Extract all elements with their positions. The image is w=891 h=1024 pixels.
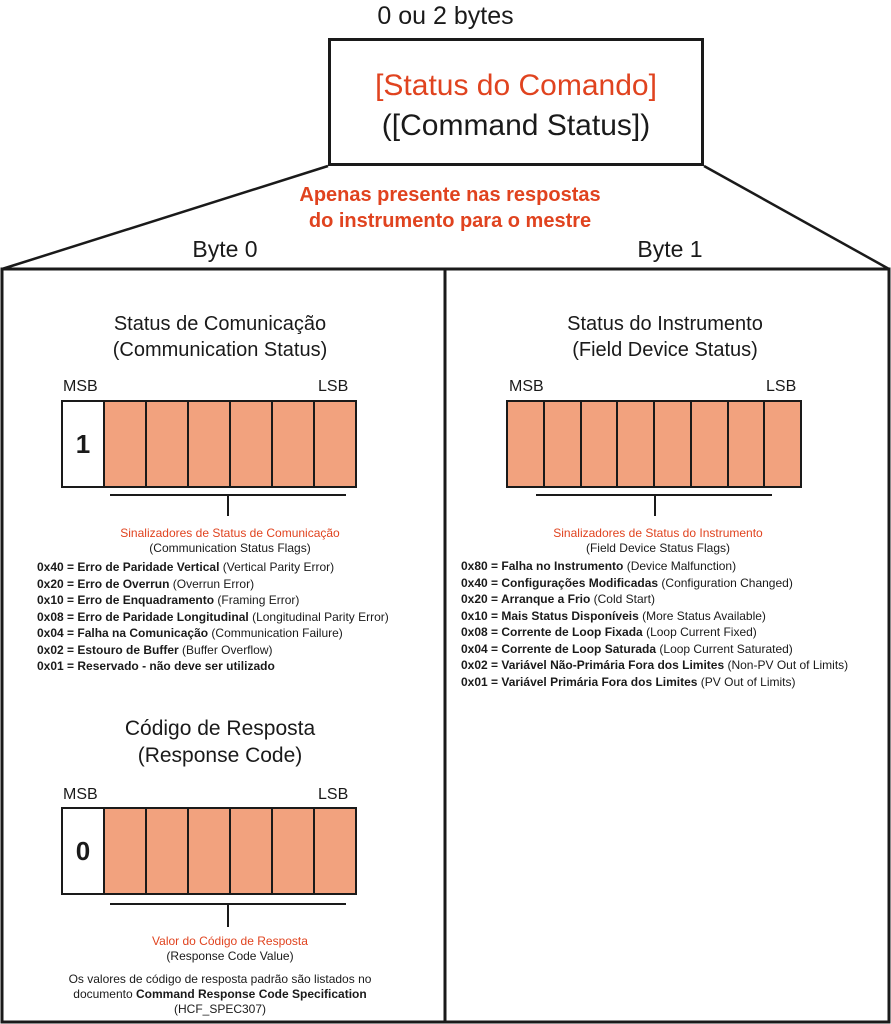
flag-item (37, 625, 437, 642)
dev-bit-4 (618, 402, 655, 486)
dev-bit-3 (655, 402, 692, 486)
flag-name-en: (Non-PV Out of Limits) (724, 658, 849, 672)
flag-name-pt: Erro de Overrun (77, 576, 170, 591)
flag-item (461, 558, 886, 575)
flag-item (461, 641, 886, 658)
flag-code: 0x08 = (37, 609, 78, 624)
flag-name-pt: Erro de Paridade Vertical (77, 560, 220, 574)
command-status-title-pt: [Status do Comando] (375, 69, 657, 102)
flag-name-pt: Estouro de Buffer (77, 642, 179, 657)
flag-code: 0x02 = (461, 658, 502, 672)
resp-bit-5 (147, 809, 189, 893)
flag-name-pt: Configurações Modificadas (501, 575, 659, 590)
device-msb-label: MSB (509, 378, 544, 395)
dev-bit-6 (545, 402, 582, 486)
device-flags-title-en: (Field Device Status Flags) (585, 541, 731, 555)
flag-code: 0x10 = (461, 608, 502, 623)
presence-note-line1: Apenas presente nas respostas (299, 184, 601, 206)
device-status-title-pt: Status do Instrumento (567, 313, 763, 335)
flag-code: 0x01 = (461, 674, 502, 689)
comm-status-bits (61, 400, 357, 488)
dev-bit-1 (729, 402, 766, 486)
resp-bit-6 (105, 809, 147, 893)
comm-bit-7: 1 (63, 402, 105, 486)
flag-name-pt: Erro de Enquadramento (77, 593, 215, 607)
presence-note (250, 182, 650, 234)
flag-item (461, 674, 886, 691)
device-flags-title-pt: Sinalizadores de Status do Instrumento (553, 526, 763, 540)
flag-code: 0x02 = (37, 642, 78, 657)
flag-name-en: (Buffer Overflow) (178, 642, 273, 657)
comm-bit-1 (315, 402, 355, 486)
flag-code: 0x20 = (37, 576, 78, 591)
comm-bit-3 (231, 402, 273, 486)
comm-flags-title (60, 526, 400, 556)
resp-bit-7: 0 (63, 809, 105, 893)
flag-code: 0x01 = (37, 659, 78, 673)
resp-bit-3 (231, 809, 273, 893)
resp-msb-label: MSB (63, 786, 98, 803)
flag-code: 0x04 = (461, 641, 502, 656)
flag-name-pt: Mais Status Disponíveis (501, 608, 639, 623)
flag-item (37, 642, 437, 659)
flag-code: 0x40 = (37, 560, 78, 574)
flag-item (37, 576, 437, 593)
flag-name-pt: Erro de Paridade Longitudinal (77, 609, 249, 624)
resp-desc-line2 (15, 987, 425, 1002)
resp-description (15, 972, 425, 1017)
response-code-title (20, 715, 420, 769)
comm-bit-6 (105, 402, 147, 486)
flag-item (37, 658, 437, 675)
byte0-label: Byte 0 (192, 236, 258, 262)
comm-bracket-stem (227, 494, 229, 516)
resp-desc-line3: (HCF_SPEC307) (173, 1002, 267, 1016)
comm-bit-2 (273, 402, 315, 486)
flag-name-pt: Variável Não-Primária Fora dos Limites (501, 658, 725, 672)
device-status-title-en: (Field Device Status) (572, 339, 758, 361)
device-status-title (465, 311, 865, 363)
dev-bit-2 (692, 402, 729, 486)
comm-bit-5 (147, 402, 189, 486)
flag-code: 0x40 = (461, 575, 502, 590)
comm-status-title (20, 311, 420, 363)
flag-name-en: (Loop Current Fixed) (642, 625, 757, 639)
flag-item (461, 657, 886, 674)
device-flag-list (461, 558, 886, 690)
resp-bit-4 (189, 809, 231, 893)
comm-flag-list (37, 559, 437, 675)
device-status-bits (506, 400, 802, 488)
flag-name-en: (Device Malfunction) (623, 559, 737, 573)
flag-item (37, 609, 437, 626)
flag-name-pt: Variável Primária Fora dos Limites (501, 674, 698, 689)
flag-name-en: (More Status Available) (638, 608, 766, 623)
flag-name-en: (Cold Start) (590, 592, 655, 606)
comm-flags-title-pt: Sinalizadores de Status de Comunicação (120, 526, 340, 540)
device-lsb-label: LSB (766, 378, 797, 395)
resp-desc-line2-pre: documento (73, 987, 136, 1001)
flag-item (461, 608, 886, 625)
resp-value-title (60, 934, 400, 964)
flag-name-pt: Corrente de Loop Saturada (501, 641, 657, 656)
comm-flags-title-en: (Communication Status Flags) (149, 541, 311, 555)
flag-name-pt: Falha no Instrumento (501, 559, 624, 573)
dev-bit-0 (765, 402, 800, 486)
flag-name-en: (Longitudinal Parity Error) (248, 609, 389, 624)
comm-lsb-label: LSB (318, 378, 349, 395)
resp-desc-doc-name: Command Response Code Specification (136, 987, 367, 1001)
flag-item (37, 592, 437, 609)
flag-name-pt: Corrente de Loop Fixada (501, 625, 643, 639)
resp-bit-1 (315, 809, 355, 893)
flag-code: 0x10 = (37, 593, 78, 607)
command-status-title-en: ([Command Status]) (381, 109, 651, 142)
flag-name-en: (Communication Failure) (208, 626, 343, 640)
dev-bit-5 (582, 402, 619, 486)
flag-name-en: (Framing Error) (214, 593, 300, 607)
flag-name-en: (Configuration Changed) (658, 575, 793, 590)
field-size-label: 0 ou 2 bytes (377, 2, 514, 30)
flag-item (37, 559, 437, 576)
response-code-title-en: (Response Code) (137, 744, 303, 767)
flag-name-en: (Vertical Parity Error) (219, 560, 335, 574)
resp-desc-line1: Os valores de código de resposta padrão são listados no (68, 972, 372, 986)
flag-name-en: (Loop Current Saturated) (656, 641, 793, 656)
byte1-label: Byte 1 (637, 236, 703, 262)
resp-value-title-en: (Response Code Value) (166, 949, 294, 963)
resp-bracket-stem (227, 903, 229, 927)
flag-code: 0x04 = (37, 626, 78, 640)
response-code-title-pt: Código de Resposta (124, 717, 316, 740)
flag-code: 0x08 = (461, 625, 502, 639)
flag-name-pt: Reservado - não deve ser utilizado (77, 659, 275, 673)
flag-code: 0x80 = (461, 559, 502, 573)
flag-item (461, 591, 886, 608)
comm-bit-4 (189, 402, 231, 486)
resp-lsb-label: LSB (318, 786, 349, 803)
comm-status-title-pt: Status de Comunicação (113, 313, 327, 335)
flag-name-pt: Falha na Comunicação (77, 626, 209, 640)
comm-status-title-en: (Communication Status) (112, 339, 328, 361)
dev-bit-7 (508, 402, 545, 486)
flag-code: 0x20 = (461, 592, 501, 606)
flag-name-en: (Overrun Error) (169, 576, 255, 591)
command-status-box (328, 38, 704, 166)
device-flags-title (488, 526, 828, 556)
flag-name-en: (PV Out of Limits) (697, 674, 796, 689)
flag-name-pt: Arranque a Frio (500, 592, 591, 606)
comm-msb-label: MSB (63, 378, 98, 395)
device-bracket-stem (654, 494, 656, 516)
response-code-bits (61, 807, 357, 895)
presence-note-line2: do instrumento para o mestre (308, 210, 592, 232)
flag-item (461, 575, 886, 592)
flag-item (461, 624, 886, 641)
resp-value-title-pt: Valor do Código de Resposta (152, 934, 308, 948)
resp-bit-2 (273, 809, 315, 893)
